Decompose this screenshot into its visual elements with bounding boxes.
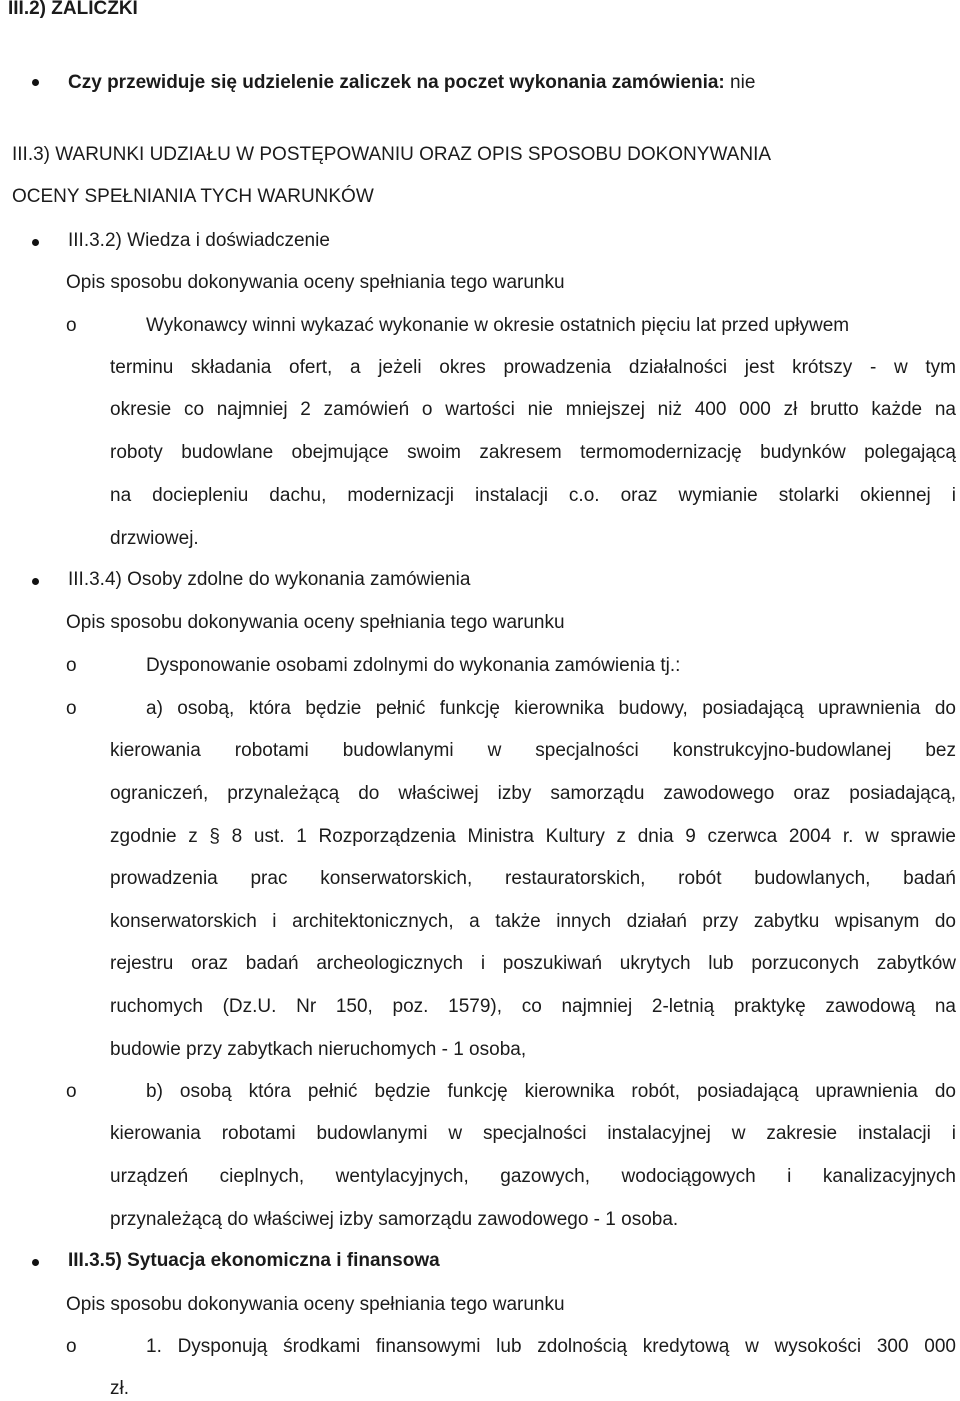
persons-heading: III.3.4) Osoby zdolne do wykonania zamówienia — [68, 569, 471, 590]
circle-bullet-icon: o — [66, 1081, 77, 1102]
knowledge-subheading: Opis sposobu dokonywania oceny spełniania tego warunku — [66, 272, 565, 293]
persons-item-a-line: ograniczeń, przynależącą do właściwej izby samorządu zawodowego oraz posiadającą, — [110, 783, 956, 804]
knowledge-line: Wykonawcy winni wykazać wykonanie w okresie ostatnich pięciu lat przed upływem — [146, 315, 850, 336]
persons-item-b-line: urządzeń cieplnych, wentylacyjnych, gazowych, wodociągowych i kanalizacyjnych — [110, 1166, 956, 1187]
bullet-dot-icon — [32, 79, 39, 86]
persons-item-b-line: przynależącą do właściwej izby samorządu zawodowego - 1 osoba. — [110, 1209, 679, 1230]
persons-item-a-line: prowadzenia prac konserwatorskich, restauratorskich, robót budowlanych, badań — [110, 868, 956, 889]
persons-item-a-line: zgodnie z § 8 ust. 1 Rozporządzenia Ministra Kultury z dnia 9 czerwca 2004 r. w sprawie — [110, 826, 956, 847]
knowledge-heading: III.3.2) Wiedza i doświadczenie — [68, 230, 330, 251]
persons-intro: Dysponowanie osobami zdolnymi do wykonania zamówienia tj.: — [146, 655, 681, 676]
advance-answer: nie — [730, 72, 756, 93]
knowledge-line: drzwiowej. — [110, 528, 199, 549]
knowledge-line: roboty budowlane obejmujące swoim zakresem termomodernizację budynków polegającą — [110, 442, 956, 463]
knowledge-line: okresie co najmniej 2 zamówień o wartości nie mniejszej niż 400 000 zł brutto każde na — [110, 399, 956, 420]
circle-bullet-icon: o — [66, 655, 77, 676]
persons-item-a-line: rejestru oraz badań archeologicznych i poszukiwań ukrytych lub porzuconych zabytków — [110, 953, 956, 974]
persons-item-a-line: kierowania robotami budowlanymi w specjalności konstrukcyjno-budowlanej bez — [110, 740, 956, 761]
persons-item-a-line: budowie przy zabytkach nieruchomych - 1 osoba, — [110, 1039, 527, 1060]
advance-question — [68, 71, 755, 95]
knowledge-line: terminu składania ofert, a jeżeli okres prowadzenia działalności jest krótszy - w tym — [110, 357, 956, 378]
knowledge-line: na docіepleniu dachu, modernizacji instalacji c.o. oraz wymianie stolarki okiennej i — [110, 485, 956, 506]
persons-item-b-line: kierowania robotami budowlanymi w specjalności instalacyjnej w zakresie instalacji i — [110, 1123, 956, 1144]
section-heading-conditions-line2: OCENY SPEŁNIANIA TYCH WARUNKÓW — [12, 186, 374, 207]
bullet-dot-icon — [32, 1259, 39, 1266]
section-heading-conditions-line1: III.3) WARUNKI UDZIAŁU W POSTĘPOWANIU ORAZ OPIS SPOSOBU DOKONYWANIA — [12, 144, 772, 165]
economic-item-1-line: 1. Dysponują środkami finansowymi lub zdolnością kredytową w wysokości 300 000 — [146, 1336, 956, 1357]
persons-item-a-line: a) osobą, która będzie pełnić funkcję kierownika budowy, posiadającą uprawnienia do — [146, 698, 956, 719]
circle-bullet-icon: o — [66, 698, 77, 719]
economic-item-1-line: zł. — [110, 1378, 129, 1399]
circle-bullet-icon: o — [66, 1336, 77, 1357]
bullet-dot-icon — [32, 239, 39, 246]
persons-item-b-line: b) osobą która pełnić będzie funkcję kierownika robót, posiadającą uprawnienia do — [146, 1081, 956, 1102]
persons-item-a-line: konserwatorskich i architektonicznych, a także innych działań przy zabytku wpisanym do — [110, 911, 956, 932]
economic-subheading: Opis sposobu dokonywania oceny spełniania tego warunku — [66, 1294, 565, 1315]
advance-question-label: Czy przewiduje się udzielenie zaliczek na poczet wykonania zamówienia: — [68, 72, 725, 93]
persons-item-a-line: ruchomych (Dz.U. Nr 150, poz. 1579), co najmniej 2-letnią praktykę zawodową na — [110, 996, 956, 1017]
section-heading-advances: III.2) ZALICZKI — [8, 0, 138, 19]
persons-subheading: Opis sposobu dokonywania oceny spełniania tego warunku — [66, 612, 565, 633]
economic-heading: III.3.5) Sytuacja ekonomiczna i finansowa — [68, 1250, 440, 1271]
bullet-dot-icon — [32, 578, 39, 585]
circle-bullet-icon: o — [66, 315, 77, 336]
